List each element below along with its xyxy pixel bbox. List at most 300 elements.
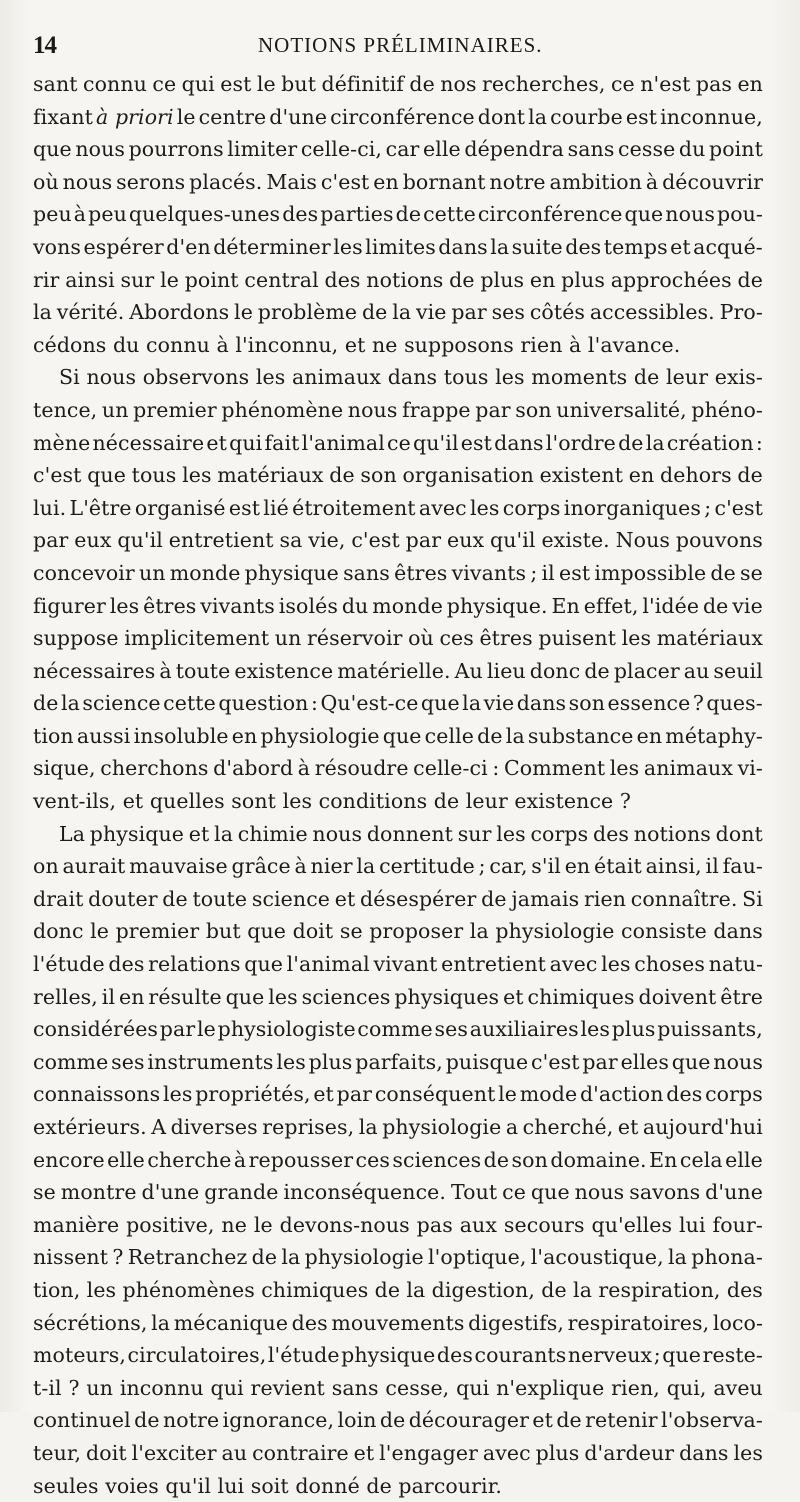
- word: phénomène: [221, 397, 344, 422]
- word: de: [409, 72, 435, 96]
- word: dans: [438, 234, 488, 259]
- word: parfaits,: [355, 1049, 443, 1074]
- word: douter: [88, 886, 158, 911]
- word: c'est: [320, 169, 370, 194]
- word: connu: [83, 72, 147, 96]
- word: placer: [613, 658, 680, 683]
- word: vons: [33, 234, 82, 259]
- word: que: [530, 1180, 570, 1205]
- word: premier: [115, 919, 200, 944]
- word: ces: [439, 626, 474, 651]
- word: cela: [679, 1147, 723, 1172]
- word: êtres: [143, 593, 197, 618]
- word: son: [515, 397, 552, 422]
- word: il: [101, 984, 116, 1009]
- word: sant: [33, 72, 78, 96]
- word: fixant: [33, 104, 93, 129]
- text-line: [33, 1241, 763, 1274]
- word: on: [33, 854, 59, 879]
- word: l'idée: [642, 593, 700, 618]
- word: aux: [459, 1212, 498, 1237]
- word: les: [276, 1049, 306, 1074]
- word: le: [498, 1082, 518, 1107]
- word: soit: [250, 1473, 289, 1498]
- word: quelques-unes: [128, 202, 281, 227]
- word: et: [188, 821, 210, 846]
- word: ses: [111, 1049, 145, 1074]
- page-header: [33, 30, 767, 60]
- word: l'animal: [286, 952, 370, 977]
- word: sa: [279, 528, 303, 553]
- word: rien: [583, 886, 627, 911]
- word: pou-: [716, 202, 763, 227]
- word: l'acoustique,: [530, 1245, 664, 1270]
- word: effet,: [583, 593, 639, 618]
- word: jamais: [511, 886, 580, 911]
- word: lui: [217, 1473, 245, 1498]
- word: cette: [423, 202, 476, 227]
- word: le: [256, 72, 276, 96]
- word: a: [505, 1115, 519, 1139]
- word: relles,: [33, 984, 98, 1009]
- word: consiste: [621, 919, 707, 944]
- word: entretient: [441, 952, 546, 977]
- word: circulatoires,: [127, 1343, 267, 1368]
- word: loin: [337, 1408, 377, 1433]
- word: que: [624, 202, 664, 227]
- word: notions: [366, 267, 444, 292]
- text-line: [33, 752, 763, 785]
- word: et: [122, 789, 144, 814]
- word: but: [281, 72, 317, 96]
- word: physiologie: [304, 1245, 424, 1270]
- word: n'est: [640, 72, 691, 96]
- word: savons: [629, 1180, 701, 1205]
- word: métaphy-: [665, 723, 763, 748]
- word: rir: [33, 267, 60, 292]
- word: mécanique: [173, 1310, 289, 1335]
- text-line: [33, 264, 763, 297]
- word: qui: [456, 1375, 490, 1400]
- word: t-il: [33, 1375, 62, 1400]
- word: est: [228, 495, 261, 520]
- word: c'est: [714, 495, 763, 520]
- word: donc: [529, 658, 581, 683]
- word: sans: [567, 137, 615, 162]
- word: la: [356, 854, 376, 879]
- word: la: [490, 234, 510, 259]
- word: essence: [607, 691, 691, 716]
- word: tion: [33, 723, 74, 748]
- word: se: [740, 560, 763, 585]
- word: par: [33, 528, 69, 553]
- word: à: [294, 854, 307, 879]
- word: de: [361, 300, 388, 325]
- word: un: [101, 397, 129, 422]
- word: son: [360, 463, 397, 488]
- word: ignorance,: [222, 1408, 335, 1433]
- word: devons-nous: [279, 1212, 410, 1237]
- word: En: [551, 593, 580, 618]
- word: suite: [511, 234, 563, 259]
- word: le: [253, 1212, 273, 1237]
- word: notre: [489, 169, 546, 194]
- word: en: [119, 984, 145, 1009]
- text-line: [33, 818, 763, 851]
- word: sécrétions,: [33, 1310, 148, 1335]
- word: En: [649, 1147, 678, 1172]
- word: extérieurs.: [33, 1115, 147, 1139]
- word: côtés: [529, 300, 586, 325]
- word: déterminer: [213, 234, 331, 259]
- word: de: [481, 886, 507, 911]
- word: la: [33, 300, 52, 325]
- word: implicitement: [124, 626, 270, 651]
- word: reste-: [702, 1343, 763, 1368]
- word: se: [339, 919, 363, 944]
- text-line: [33, 231, 763, 264]
- word: vi-: [737, 756, 763, 781]
- word: Retranchez: [127, 1245, 248, 1270]
- word: mouvements: [331, 1310, 465, 1335]
- word: vie: [415, 300, 447, 325]
- word: ?: [68, 1375, 80, 1400]
- word: que: [33, 137, 72, 162]
- word: toute: [192, 886, 248, 911]
- word: respiratoires,: [567, 1310, 710, 1335]
- word: mauvaise: [129, 854, 228, 879]
- word: rien: [520, 332, 563, 357]
- word: ses: [434, 1017, 468, 1042]
- word: de: [737, 463, 763, 488]
- word: espérer: [83, 234, 164, 259]
- word: de: [556, 1408, 582, 1433]
- word: connaître.: [630, 886, 738, 911]
- word: et: [670, 234, 691, 259]
- word: La: [59, 821, 86, 846]
- word: le: [176, 104, 196, 129]
- word: conséquent: [374, 1082, 496, 1107]
- word: les: [621, 626, 652, 651]
- word: la: [505, 723, 525, 748]
- word: les: [268, 984, 298, 1009]
- word: que: [87, 463, 126, 488]
- word: lieu: [486, 658, 526, 683]
- word: doivent: [638, 984, 717, 1009]
- word: l'inconnu,: [235, 332, 339, 357]
- word: centre: [198, 104, 267, 129]
- word: toute: [175, 658, 231, 683]
- word: dans: [679, 1440, 729, 1465]
- word: nous: [347, 397, 398, 422]
- word: l'avance.: [587, 332, 681, 357]
- word: de: [251, 1245, 278, 1270]
- word: corps: [502, 495, 561, 520]
- word: les: [333, 234, 363, 259]
- word: que: [671, 1049, 711, 1074]
- word: vivant: [373, 952, 438, 977]
- word: cette: [163, 691, 216, 716]
- word: certitude: [379, 854, 475, 879]
- word: :: [492, 756, 500, 781]
- word: nerveux: [567, 1343, 653, 1368]
- word: donc: [33, 919, 84, 944]
- word: moments: [531, 365, 628, 390]
- word: aveu: [713, 1375, 763, 1400]
- word: nissent: [33, 1245, 109, 1270]
- word: de: [449, 267, 475, 292]
- word: à priori: [96, 104, 174, 129]
- word: rien,: [611, 1375, 660, 1400]
- word: la: [60, 691, 80, 716]
- word: par: [159, 1017, 196, 1042]
- word: science: [251, 886, 331, 911]
- word: de: [710, 560, 736, 585]
- word: étroitement: [292, 495, 416, 520]
- word: plus: [611, 1017, 656, 1042]
- word: aussi: [76, 723, 131, 748]
- word: ce: [502, 1180, 526, 1205]
- word: n'explique: [496, 1375, 605, 1400]
- word: des: [666, 1082, 703, 1107]
- word: ne: [221, 1212, 247, 1237]
- word: se: [33, 1180, 56, 1205]
- word: lui: [679, 1212, 706, 1237]
- word: la: [668, 1245, 687, 1270]
- text-line: [33, 1046, 763, 1079]
- word: cherché,: [522, 1115, 614, 1139]
- word: suppose: [33, 626, 119, 651]
- word: impossible: [594, 560, 707, 585]
- word: physiologiste: [217, 1017, 356, 1042]
- word: tous: [443, 365, 489, 390]
- word: considérées: [33, 1017, 159, 1042]
- word: animaux: [643, 756, 733, 781]
- word: physique: [244, 560, 339, 585]
- word: ?: [692, 691, 704, 716]
- word: doit: [86, 1440, 127, 1465]
- text-line: [33, 1372, 763, 1405]
- word: l'étude: [267, 1343, 340, 1368]
- word: les: [495, 365, 525, 390]
- word: d'une: [705, 1180, 763, 1205]
- word: création: [666, 430, 754, 455]
- word: corps: [530, 821, 589, 846]
- word: Qu'est-ce: [320, 691, 419, 716]
- word: limiter: [227, 137, 298, 162]
- word: substance: [527, 723, 634, 748]
- text-line: [33, 1111, 763, 1144]
- word: diverses: [170, 1115, 258, 1139]
- word: A: [151, 1115, 167, 1139]
- text-line: [33, 785, 763, 818]
- word: les: [733, 1440, 763, 1465]
- word: notre: [162, 1408, 220, 1433]
- word: Mais: [266, 169, 318, 194]
- word: les: [162, 1082, 193, 1107]
- word: mode: [519, 1082, 578, 1107]
- word: existe.: [541, 528, 610, 553]
- word: :: [310, 691, 318, 716]
- word: dans: [516, 691, 567, 716]
- word: qu'il: [165, 1473, 211, 1498]
- word: leur: [465, 789, 508, 814]
- word: phona-: [691, 1245, 763, 1270]
- word: en: [529, 267, 556, 292]
- word: qui: [229, 430, 263, 455]
- word: qui,: [666, 1375, 707, 1400]
- word: repousser: [248, 1147, 354, 1172]
- word: les: [580, 1017, 610, 1042]
- word: choses: [634, 952, 706, 977]
- word: dehors: [659, 463, 732, 488]
- word: digestion,: [431, 1277, 535, 1302]
- word: Tout: [450, 1180, 498, 1205]
- word: nous: [62, 169, 113, 194]
- word: de: [737, 267, 763, 292]
- word: nous: [312, 821, 363, 846]
- text-line: [33, 492, 763, 525]
- word: aurait: [62, 854, 126, 879]
- word: aujourd'hui: [642, 1115, 763, 1139]
- word: physique: [89, 821, 185, 846]
- text-line: [33, 590, 763, 623]
- word: les: [609, 756, 640, 781]
- word: la: [214, 821, 234, 846]
- word: puisent: [538, 626, 617, 651]
- word: des: [282, 202, 319, 227]
- word: ces: [355, 1147, 390, 1172]
- word: est: [220, 72, 252, 96]
- text-line: [33, 394, 763, 427]
- word: que: [247, 919, 287, 944]
- text-line: [33, 68, 763, 101]
- page-number: 14: [33, 32, 56, 59]
- word: du: [112, 332, 140, 357]
- word: l'engager: [379, 1440, 478, 1465]
- text-line: [33, 557, 763, 590]
- word: l'exciter: [131, 1440, 217, 1465]
- word: mène: [33, 430, 91, 455]
- word: connu: [146, 332, 210, 357]
- word: la: [281, 1245, 301, 1270]
- word: tence,: [33, 397, 98, 422]
- text-line: [33, 361, 763, 394]
- word: eux: [74, 528, 112, 553]
- word: dans: [713, 919, 763, 944]
- word: de: [329, 463, 355, 488]
- word: et: [313, 1082, 334, 1107]
- word: recherches,: [482, 72, 606, 96]
- word: la: [573, 1277, 593, 1302]
- word: digestifs,: [468, 1310, 565, 1335]
- word: eux: [446, 528, 485, 553]
- word: d'ardeur: [584, 1440, 675, 1465]
- word: nous: [665, 202, 715, 227]
- word: réservoir: [306, 626, 403, 651]
- word: avec: [418, 495, 467, 520]
- word: moteurs,: [33, 1343, 126, 1368]
- text-line: [33, 1437, 763, 1470]
- word: l'animal: [301, 430, 385, 455]
- word: monde: [169, 560, 241, 585]
- text-line: [33, 948, 763, 981]
- word: et: [617, 1115, 639, 1139]
- word: auxiliaires: [469, 1017, 579, 1042]
- word: conditions: [318, 789, 428, 814]
- word: d'en: [166, 234, 211, 259]
- word: ses: [491, 300, 526, 325]
- word: bornant: [402, 169, 486, 194]
- word: des: [565, 234, 602, 259]
- word: est: [460, 430, 492, 455]
- word: que: [225, 984, 265, 1009]
- body-text: [33, 68, 763, 1502]
- word: proposer: [369, 919, 464, 944]
- word: la: [406, 1277, 426, 1302]
- word: le: [196, 1017, 216, 1042]
- word: à: [216, 332, 229, 357]
- word: nécessaire: [92, 430, 205, 455]
- word: à: [297, 756, 311, 781]
- word: matériaux: [217, 463, 324, 488]
- word: l'ordre: [545, 430, 616, 455]
- word: monde: [372, 593, 443, 618]
- word: science: [82, 691, 161, 716]
- word: ainsi: [65, 267, 115, 292]
- word: dont: [477, 104, 526, 129]
- word: serons: [116, 169, 186, 194]
- word: ainsi,: [645, 854, 702, 879]
- word: les: [496, 821, 526, 846]
- word: par: [336, 1082, 373, 1107]
- word: le: [90, 919, 110, 944]
- text-line: [33, 1209, 763, 1242]
- word: puisque: [445, 1049, 529, 1074]
- word: en: [636, 723, 663, 748]
- word: vérité.: [56, 300, 125, 325]
- word: sont: [231, 789, 277, 814]
- word: reprises,: [262, 1115, 355, 1139]
- word: Au: [454, 658, 483, 683]
- word: acqué-: [693, 234, 763, 259]
- word: Nous: [615, 528, 671, 553]
- word: fait: [264, 430, 300, 455]
- word: nous: [574, 1180, 625, 1205]
- word: manière: [33, 1212, 120, 1237]
- word: cherche: [147, 1147, 232, 1172]
- word: chimie: [237, 821, 308, 846]
- word: lié: [263, 495, 289, 520]
- word: concevoir: [33, 560, 135, 585]
- text-line: [33, 720, 763, 753]
- word: était: [593, 854, 642, 879]
- word: loco-: [712, 1310, 763, 1335]
- word: point: [708, 137, 763, 162]
- word: physiologie: [382, 1115, 502, 1139]
- word: cédons: [33, 332, 107, 357]
- word: des: [436, 1343, 473, 1368]
- word: Pro-: [719, 300, 763, 325]
- word: de: [477, 723, 503, 748]
- word: instruments: [147, 1049, 274, 1074]
- text-line: [33, 101, 763, 134]
- word: cesse,: [385, 1375, 450, 1400]
- word: où: [408, 626, 434, 651]
- word: continuel: [33, 1408, 131, 1433]
- word: four-: [712, 1212, 763, 1237]
- word: vie: [483, 691, 515, 716]
